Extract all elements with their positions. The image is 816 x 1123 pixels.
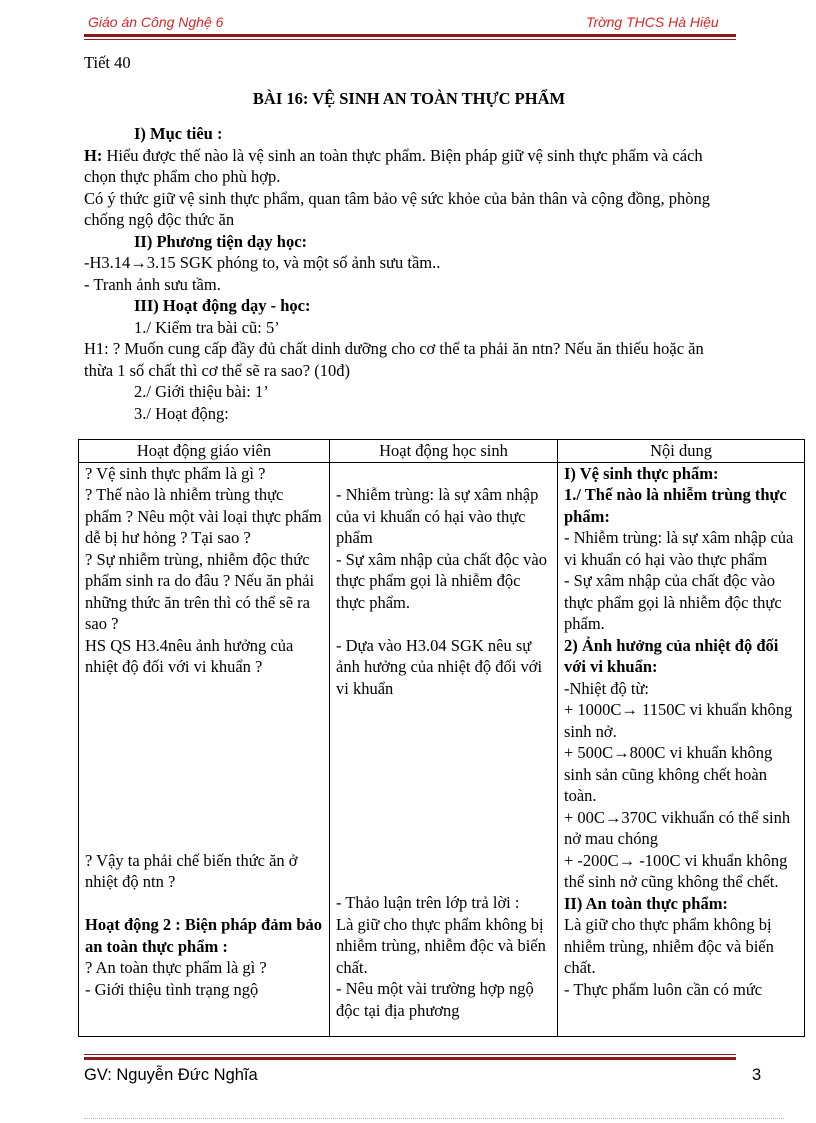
gv-question-1: ? Vệ sinh thực phẩm là gì ? bbox=[85, 463, 266, 483]
activities-main: 3./ Hoạt động: bbox=[134, 403, 229, 423]
hs-spacer-1 bbox=[336, 463, 551, 485]
hs-answer-4: - Thảo luận trên lớp trả lời : bbox=[336, 893, 520, 912]
header-school: Trờng THCS Hà Hiệu bbox=[586, 14, 719, 30]
materials-line-2: - Tranh ảnh sưu tầm. bbox=[84, 274, 221, 294]
header-rule-thick bbox=[84, 34, 736, 37]
content-cell bbox=[558, 462, 805, 1036]
gv-activity-2-heading: Hoạt động 2 : Biện pháp đảm bảo an toàn thực phẩm : bbox=[85, 915, 323, 956]
nd-heading-1: I) Vệ sinh thực phẩm: bbox=[564, 463, 719, 483]
objectives-h-label: H: bbox=[84, 145, 103, 165]
gv-spacer-2 bbox=[85, 893, 323, 915]
nd-heading-3: II) An toàn thực phẩm: bbox=[564, 893, 728, 913]
hs-answer-6: - Nêu một vài trường hợp ngộ độc tại địa phương bbox=[336, 979, 534, 1020]
header-rule-thin bbox=[84, 39, 736, 40]
nd-heading-2: 2) Ảnh hưởng của nhiệt độ đối với vi khuẩn: bbox=[564, 635, 779, 676]
section-objectives-heading: I) Mục tiêu : bbox=[134, 124, 223, 143]
student-activity-cell bbox=[330, 462, 558, 1036]
teacher-activity-cell bbox=[79, 462, 330, 1036]
hs-answer-1: - Nhiễm trùng: là sự xâm nhập của vi khuẩn có hại vào thực phẩm bbox=[336, 485, 539, 547]
nd-text-1: - Nhiễm trùng: là sự xâm nhập của vi khuẩn có hại vào thực phẩm bbox=[564, 528, 794, 569]
nd-text-2: - Sự xâm nhập của chất độc vào thực phẩm gọi là nhiễm độc thực phẩm. bbox=[564, 571, 782, 633]
gv-question-4: HS QS H3.4nêu ảnh hưởng của nhiệt độ đối với vi khuẩn ? bbox=[85, 635, 294, 676]
hs-answer-5: Là giữ cho thực phẩm không bị nhiễm trùng, nhiễm độc và biến chất. bbox=[336, 914, 546, 977]
objectives-knowledge bbox=[84, 145, 734, 188]
gv-note: - Giới thiệu tình trạng ngộ bbox=[85, 979, 259, 999]
lesson-number: Tiết 40 bbox=[84, 53, 131, 72]
gv-spacer bbox=[85, 678, 323, 850]
nd-text-8: Là giữ cho thực phẩm không bị nhiễm trùng, nhiễm độc và biến chất. bbox=[564, 915, 774, 977]
page-bottom-dotted-line bbox=[84, 1118, 784, 1119]
footer-rule-thin bbox=[84, 1054, 736, 1055]
objectives-h-text: Hiểu được thế nào là vệ sinh an toàn thực phẩm. Biện pháp giữ vệ sinh thực phẩm và cách chọn thực phẩm cho phù hợp. bbox=[84, 145, 703, 186]
footer-rule-thick bbox=[84, 1057, 736, 1060]
materials-line-1: -H3.14→3.15 SGK phóng to, và một số ảnh sưu tầm.. bbox=[84, 253, 441, 272]
lesson-title: BÀI 16: VỆ SINH AN TOÀN THỰC PHẨM bbox=[252, 88, 566, 108]
nd-text-9: - Thực phẩm luôn cần có mức bbox=[564, 979, 763, 999]
header-subject: Giáo án Công Nghệ 6 bbox=[88, 14, 224, 30]
table-header-row bbox=[79, 440, 805, 463]
nd-text-3: -Nhiệt độ từ: bbox=[564, 678, 650, 698]
activities-review: 1./ Kiểm tra bài cũ: 5’ bbox=[134, 317, 280, 337]
nd-text-5: + 500C→800C vi khuẩn không sinh sản cũng không chết hoàn toàn. bbox=[564, 743, 773, 805]
section-materials-heading: II) Phương tiện dạy học: bbox=[134, 231, 308, 251]
nd-text-6: + 00C→370C vikhuẩn có thể sinh nở mau chóng bbox=[564, 807, 791, 848]
hs-spacer-2 bbox=[336, 613, 551, 635]
header-content: Nội dung bbox=[558, 440, 805, 463]
hs-answer-3: - Dựa vào H3.04 SGK nêu sự ảnh hưởng của nhiệt độ đối với vi khuẩn bbox=[336, 635, 543, 698]
hs-spacer-3 bbox=[336, 699, 551, 892]
section-activities-heading: III) Hoạt động dạy - học: bbox=[134, 296, 311, 315]
table-row bbox=[79, 462, 805, 1036]
gv-question-5: ? Vậy ta phải chế biến thức ăn ở nhiệt độ ntn ? bbox=[85, 850, 298, 891]
gv-question-6: ? An toàn thực phẩm là gì ? bbox=[85, 958, 267, 977]
footer-teacher: GV: Nguyễn Đức Nghĩa bbox=[84, 1066, 258, 1084]
activities-review-question: H1: ? Muốn cung cấp đầy đủ chất dinh dưỡng cho cơ thể ta phải ăn ntn? Nếu ăn thiếu hoặc ăn thừa 1 số chất thì cơ thể sẽ ra sao? (10đ) bbox=[84, 339, 704, 380]
activities-intro: 2./ Giới thiệu bài: 1’ bbox=[134, 382, 269, 401]
nd-text-4: + 1000C→ 1150C vi khuẩn không sinh nở. bbox=[564, 700, 793, 741]
page-number: 3 bbox=[752, 1066, 762, 1084]
nd-text-7: + -200C→ -100C vi khuẩn không thể sinh nở cũng không thể chết. bbox=[564, 850, 788, 891]
lesson-activity-table bbox=[78, 439, 805, 1037]
nd-heading-1-1: 1./ Thế nào là nhiễm trùng thực phẩm: bbox=[564, 485, 787, 526]
gv-question-2: ? Thế nào là nhiễm trùng thực phẩm ? Nêu một vài loại thực phẩm dễ bị hư hỏng ? Tại sao ? bbox=[85, 485, 322, 547]
objectives-attitude: Có ý thức giữ vệ sinh thực phẩm, quan tâm bảo vệ sức khỏe của bản thân và cộng đồng, phòng chống ngộ độc thức ăn bbox=[84, 188, 710, 229]
header-student-activity: Hoạt động học sinh bbox=[330, 440, 558, 463]
lesson-intro bbox=[84, 52, 734, 424]
gv-question-3: ? Sự nhiễm trùng, nhiễm độc thức phẩm sinh ra do đâu ? Nếu ăn phải những thức ăn trên thì có thể sẽ ra sao ? bbox=[85, 549, 315, 633]
hs-answer-2: - Sự xâm nhập của chất độc vào thực phẩm gọi là nhiễm độc thực phẩm. bbox=[336, 549, 547, 612]
header-teacher-activity: Hoạt động giáo viên bbox=[79, 440, 330, 463]
